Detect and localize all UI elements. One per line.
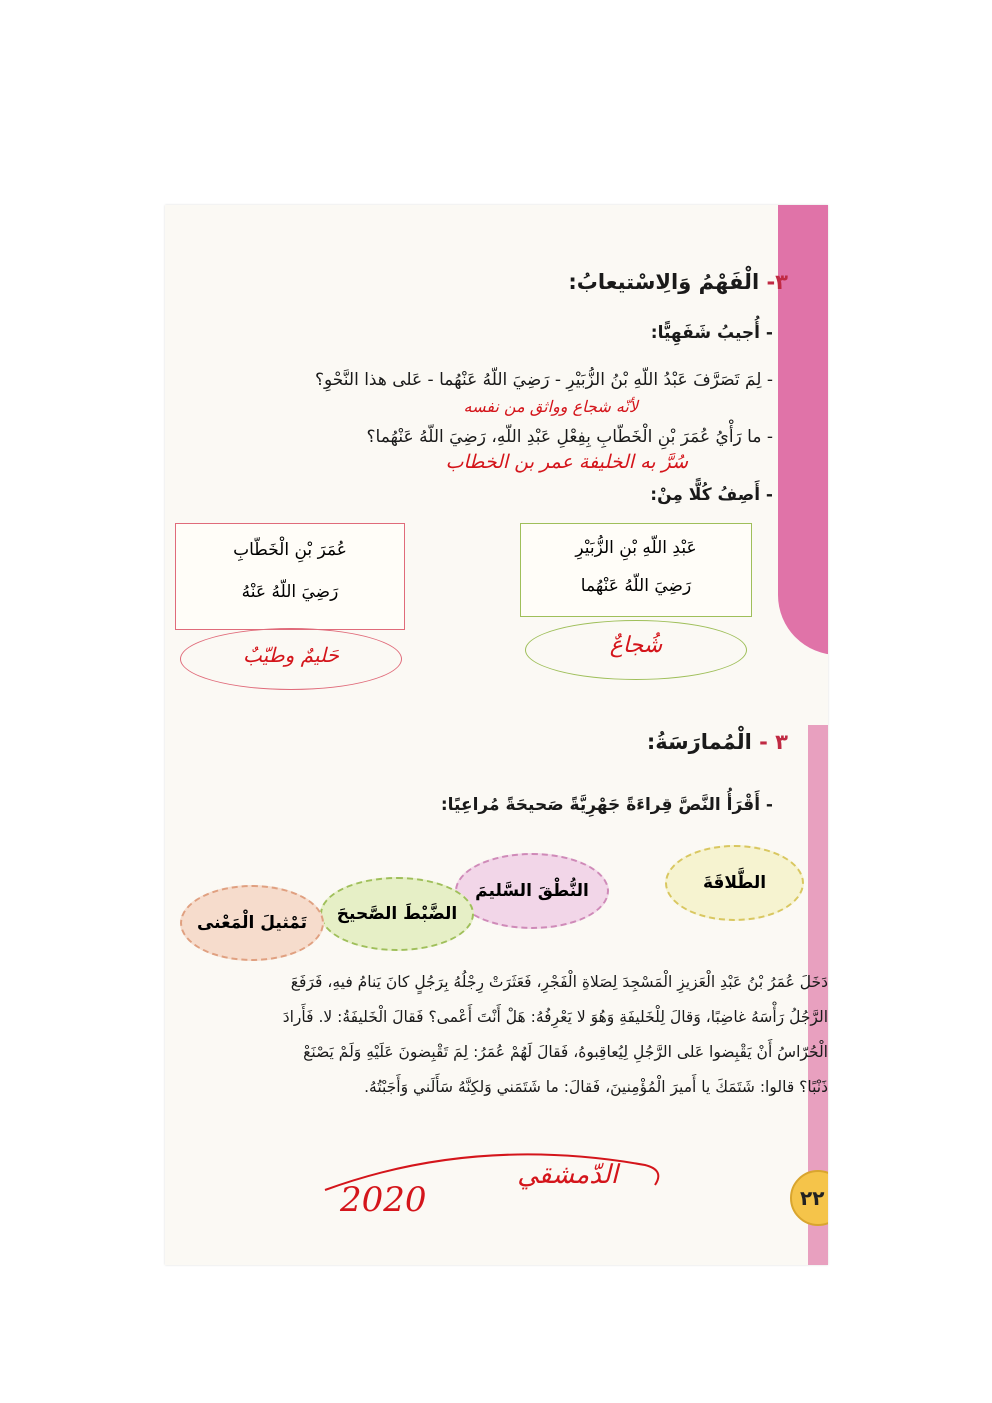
question-2: - ما رَأْيُ عُمَرَ بْنِ الْخَطّابِ بِفِعْلِ عَبْدِ اللّهِ، رَضِيَ اللّهُ عَنْهُما؟ [366,427,773,447]
handwritten-year: 2020 [340,1180,427,1220]
answer-2: سُرَّ به الخليفة عمر بن الخطاب [445,451,688,473]
description-box-umar [175,523,405,630]
passage-line-3: الْحُرّاسُ أَنْ يَقْبِضوا عَلى الرَّجُلِ لِيُعاقِبوهُ، فَقالَ لَهُمْ عُمَرُ: لِمَ تَقْبِضونَ عَلَيْهِ وَلَمْ يَصْنَعْ [303,1043,828,1061]
section2-title: الْمُمارَسَةُ: [646,730,752,754]
answer-ellipse-left [180,628,402,690]
answer-ellipse-right-text: شُجاعٌ [609,633,663,658]
answer-1: لأنّه شجاع وواثق من نفسه [463,397,638,416]
describe-task: - أَصِفُ كُلًّا مِنْ: [650,485,773,505]
page-number-badge: ٢٢ [790,1170,828,1226]
passage-line-4: ذَنْبًا؟ قالوا: شَتَمَكَ يا أَميرَ الْمُؤْمِنينَ، فَقالَ: ما شَتَمَني وَلكِنَّهُ سَأَلَني وَأَجَبْتُهُ. [364,1078,828,1096]
oral-task: - أُجيبُ شَفَهِيًّا: [650,323,773,343]
description-box-ibn-zubayr [520,523,752,617]
box-left-line2: رَضِيَ اللّهُ عَنْهُ [241,582,339,602]
section1-title: الْفَهْمُ وَالِاسْتيعابُ: [568,270,760,294]
passage-line-1: دَخَلَ عُمَرُ بْنُ عَبْدِ الْعَزيزِ الْمَسْجِدَ لِصَلاةِ الْفَجْرِ، فَعَثَرَتْ رِجْلُهُ بِرَجُلٍ كانَ يَنامُ فيهِ، فَرَفَعَ [290,973,828,991]
answer-ellipse-right [525,620,747,680]
answer-ellipse-left-text: حَليمٌ وطيّبٌ [243,643,339,667]
cloud-fluency: الطَّلاقَةَ [665,845,804,921]
section1-heading [568,270,788,294]
reading-task: - أَقْرَأُ النَّصَّ قِراءَةً جَهْرِيَّةً صَحيحَةً مُراعِيًا: [440,795,773,815]
cloud-pronunciation: النُّطْقَ السَّليمَ [455,853,609,929]
section2-number: ٣ - [759,730,788,754]
box-right-line2: رَضِيَ اللّهُ عَنْهُما [580,576,692,596]
passage-line-2: الرَّجُلُ رَأْسَهُ غاضِبًا، وَقالَ لِلْخَليفَةِ وَهُوَ لا يَعْرِفُهُ: هَلْ أَنْتَ أَعْمى؟ فَقالَ الْخَليفَةُ: لا. فَأَرادَ [282,1008,828,1026]
cloud-meaning: تَمْثيلَ الْمَعْنى [180,885,324,961]
textbook-page [165,205,828,1265]
section2-heading [647,730,788,754]
handwritten-name: الدّمشقي [517,1160,618,1190]
cloud-diacritics: الضَّبْطَ الصَّحيحَ [320,877,474,951]
question-1: - لِمَ تَصَرَّفَ عَبْدُ اللّهِ بْنُ الزُّبَيْرِ - رَضِيَ اللّهُ عَنْهُما - عَلى هذا النَّحْوِ؟ [314,370,773,390]
box-right-line1: عَبْدِ اللّهِ بْنِ الزُّبَيْرِ [575,538,697,558]
box-left-line1: عُمَرَ بْنِ الْخَطّابِ [233,540,347,560]
section1-number: ٣- [766,270,788,294]
